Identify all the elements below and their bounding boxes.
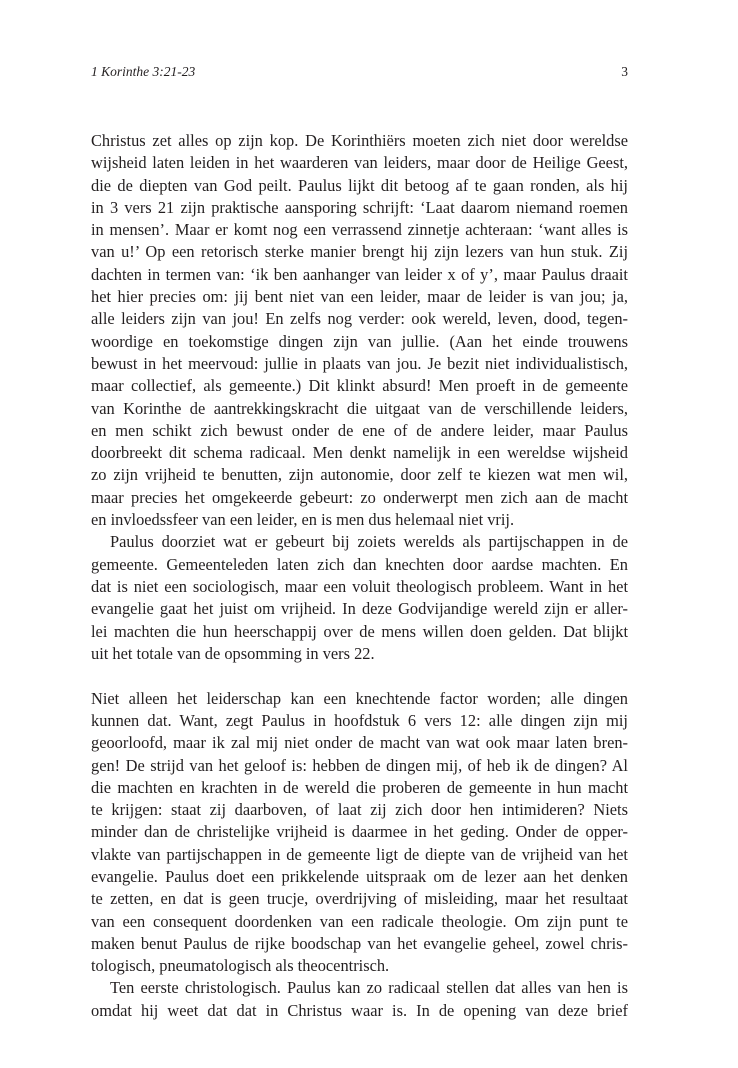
text-line: het hier precies om: jij bent niet van een leider, maar de leider is van jou; ja,	[91, 287, 628, 307]
text-line: en men schikt zich bewust onder de ene of de andere leider, maar Paulus	[91, 420, 628, 440]
text-line: gemeente. Gemeenteleden laten zich dan knechten door aardse machten. En	[91, 554, 628, 574]
text-line: gen! De strijd van het geloof is: hebben de dingen mij, of heb ik de dingen? Al	[91, 755, 628, 775]
text-line: doorbreekt dit schema radicaal. Men denkt namelijk in een wereldse wijsheid	[91, 443, 628, 463]
page-number: 3	[621, 64, 628, 79]
text-line: dachten in termen van: ‘ik ben aanhanger van leider x of y’, maar Paulus draait	[91, 264, 628, 284]
text-line: die machten en krachten in de wereld die proberen de gemeente in hun macht	[91, 777, 628, 797]
paragraph	[91, 688, 628, 978]
text-line: in mensen’. Maar er komt nog een verrassend zinnetje achteraan: ‘want alles is	[91, 220, 628, 240]
text-line: alle leiders zijn van jou! En zelfs nog verder: ook wereld, leven, dood, tegen-	[91, 309, 628, 329]
text-line: maar precies het omgekeerde gebeurt: zo onderwerpt men zich aan de macht	[91, 487, 628, 507]
text-line: maar collectief, als gemeente.) Dit klinkt absurd! Men proeft in de gemeente	[91, 376, 628, 396]
text-line: Niet alleen het leiderschap kan een knechtende factor worden; alle dingen	[91, 688, 628, 708]
text-line: van u!’ Op een retorisch sterke manier brengt hij zijn lezers van hun stuk. Zij	[91, 242, 628, 262]
text-line: die de diepten van God peilt. Paulus lijkt dit betoog af te gaan ronden, als hij	[91, 175, 628, 195]
text-line: lei machten die hun heerschappij over de mens willen doen gelden. Dat blijkt	[91, 621, 628, 641]
text-line: bewust in het meervoud: jullie in plaats van jou. Je bezit niet individualistisch,	[91, 353, 628, 373]
text-line: zo zijn vrijheid te benutten, zijn autonomie, door zelf te kiezen wat men wil,	[91, 465, 628, 485]
text-line: kunnen dat. Want, zegt Paulus in hoofdstuk 6 vers 12: alle dingen zijn mij	[91, 710, 628, 730]
text-line: dat is niet een sociologisch, maar een voluit theologisch probleem. Want in het	[91, 576, 628, 596]
text-line: maken benut Paulus de rijke boodschap van het evangelie geheel, zowel chris-	[91, 933, 628, 953]
section-break	[91, 665, 628, 688]
text-line: uit het totale van de opsomming in vers 22.	[91, 643, 375, 663]
text-line: van Korinthe de aantrekkingskracht die uitgaat van de verschillende leiders,	[91, 398, 628, 418]
text-line: vlakte van partijschappen in de gemeente ligt de diepte van de vrijheid van het	[91, 844, 628, 864]
text-line: evangelie gaat het juist om vrijheid. In deze Godvijandige wereld zijn er aller-	[91, 599, 628, 619]
running-head	[91, 62, 628, 82]
paragraph	[91, 531, 628, 665]
body-text	[91, 130, 628, 1022]
text-line: tologisch, pneumatologisch als theocentrisch.	[91, 956, 390, 976]
text-line: wijsheid laten leiden in het waarderen van leiders, maar door de Heilige Geest,	[91, 153, 628, 173]
text-line: te zetten, en dat is geen trucje, overdrijving of misleiding, maar het resultaat	[91, 889, 628, 909]
text-line: minder dan de christelijke vrijheid is daarmee in het geding. Onder de opper-	[91, 822, 628, 842]
text-line: geoorloofd, maar ik zal mij niet onder de macht van wat ook maar laten bren-	[91, 733, 628, 753]
text-line: Christus zet alles op zijn kop. De Korinthiërs moeten zich niet door wereldse	[91, 131, 628, 150]
text-line: woordige en toekomstige dingen zijn van jullie. (Aan het einde trouwens	[91, 331, 628, 351]
text-line: Paulus doorziet wat er gebeurt bij zoiets werelds als partijschappen in de	[110, 532, 628, 552]
text-line: in 3 vers 21 zijn praktische aansporing schrijft: ‘Laat daarom niemand roemen	[91, 197, 628, 217]
paragraph	[91, 977, 628, 1022]
text-line: evangelie. Paulus doet een prikkelende uitspraak om de lezer aan het denken	[91, 867, 628, 886]
text-line: te krijgen: staat zij daarboven, of laat zij zich door hen intimideren? Niets	[91, 800, 628, 820]
text-line: van een consequent doordenken van een radicale theologie. Om zijn punt te	[91, 911, 628, 931]
text-line: Ten eerste christologisch. Paulus kan zo radicaal stellen dat alles van hen is	[110, 978, 628, 998]
running-head-title: 1 Korinthe 3:21-23	[91, 64, 196, 79]
text-line: omdat hij weet dat dat in Christus waar is. In de opening van deze brief	[91, 1000, 628, 1020]
text-line: en invloedssfeer van een leider, en is men dus helemaal niet vrij.	[91, 510, 515, 530]
paragraph	[91, 130, 628, 531]
